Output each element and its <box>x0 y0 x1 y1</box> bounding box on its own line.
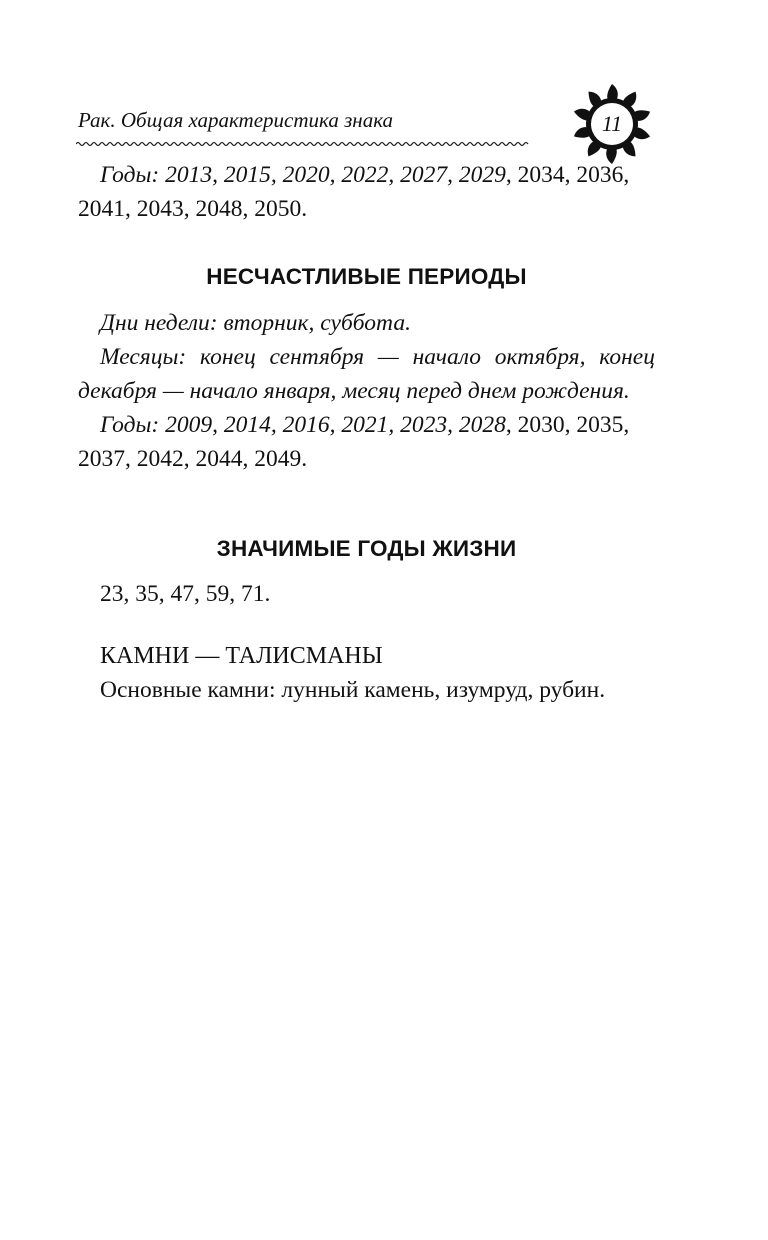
significant-years <box>78 577 655 611</box>
lucky-years-italic: 2013, 2015, 2020, 2022, 2027, 2029 <box>165 162 506 188</box>
unlucky-years-italic: 2009, 2014, 2016, 2021, 2023, 2028 <box>165 412 506 438</box>
stones <box>78 673 655 707</box>
lucky-years-tail: , 2034, 2036, 2041, 2043, 2048, 2050. <box>78 162 630 222</box>
lucky-years-paragraph <box>78 158 655 226</box>
stones-heading: КАМНИ — ТАЛИСМАНЫ <box>100 643 383 669</box>
page-number: 11 <box>601 111 623 136</box>
lucky-years <box>78 158 655 226</box>
lucky-years-label: Годы: <box>100 162 160 188</box>
unlucky-years-tail: , 2030, 2035, 2037, 2042, 2044, 2049. <box>78 412 630 472</box>
unlucky-weekdays: Дни недели: вторник, суббота. <box>100 310 411 336</box>
unlucky-months: Месяцы: конец сентября — начало октября, конец декабря — начало января, месяц перед днем рождения. <box>78 344 655 404</box>
unlucky-years-paragraph <box>78 408 655 476</box>
unlucky-periods <box>78 306 655 476</box>
stones-text: Основные камни: лунный камень, изумруд, рубин. <box>100 677 606 703</box>
running-title: Рак. Общая характеристика знака <box>78 108 393 132</box>
significant-years-heading: ЗНАЧИМЫЕ ГОДЫ ЖИЗНИ <box>216 536 517 561</box>
wavy-rule <box>76 140 576 148</box>
unlucky-periods-heading: НЕСЧАСТЛИВЫЕ ПЕРИОДЫ <box>206 264 527 289</box>
unlucky-years-label: Годы: <box>100 412 160 438</box>
significant-years-values: 23, 35, 47, 59, 71. <box>100 581 271 607</box>
